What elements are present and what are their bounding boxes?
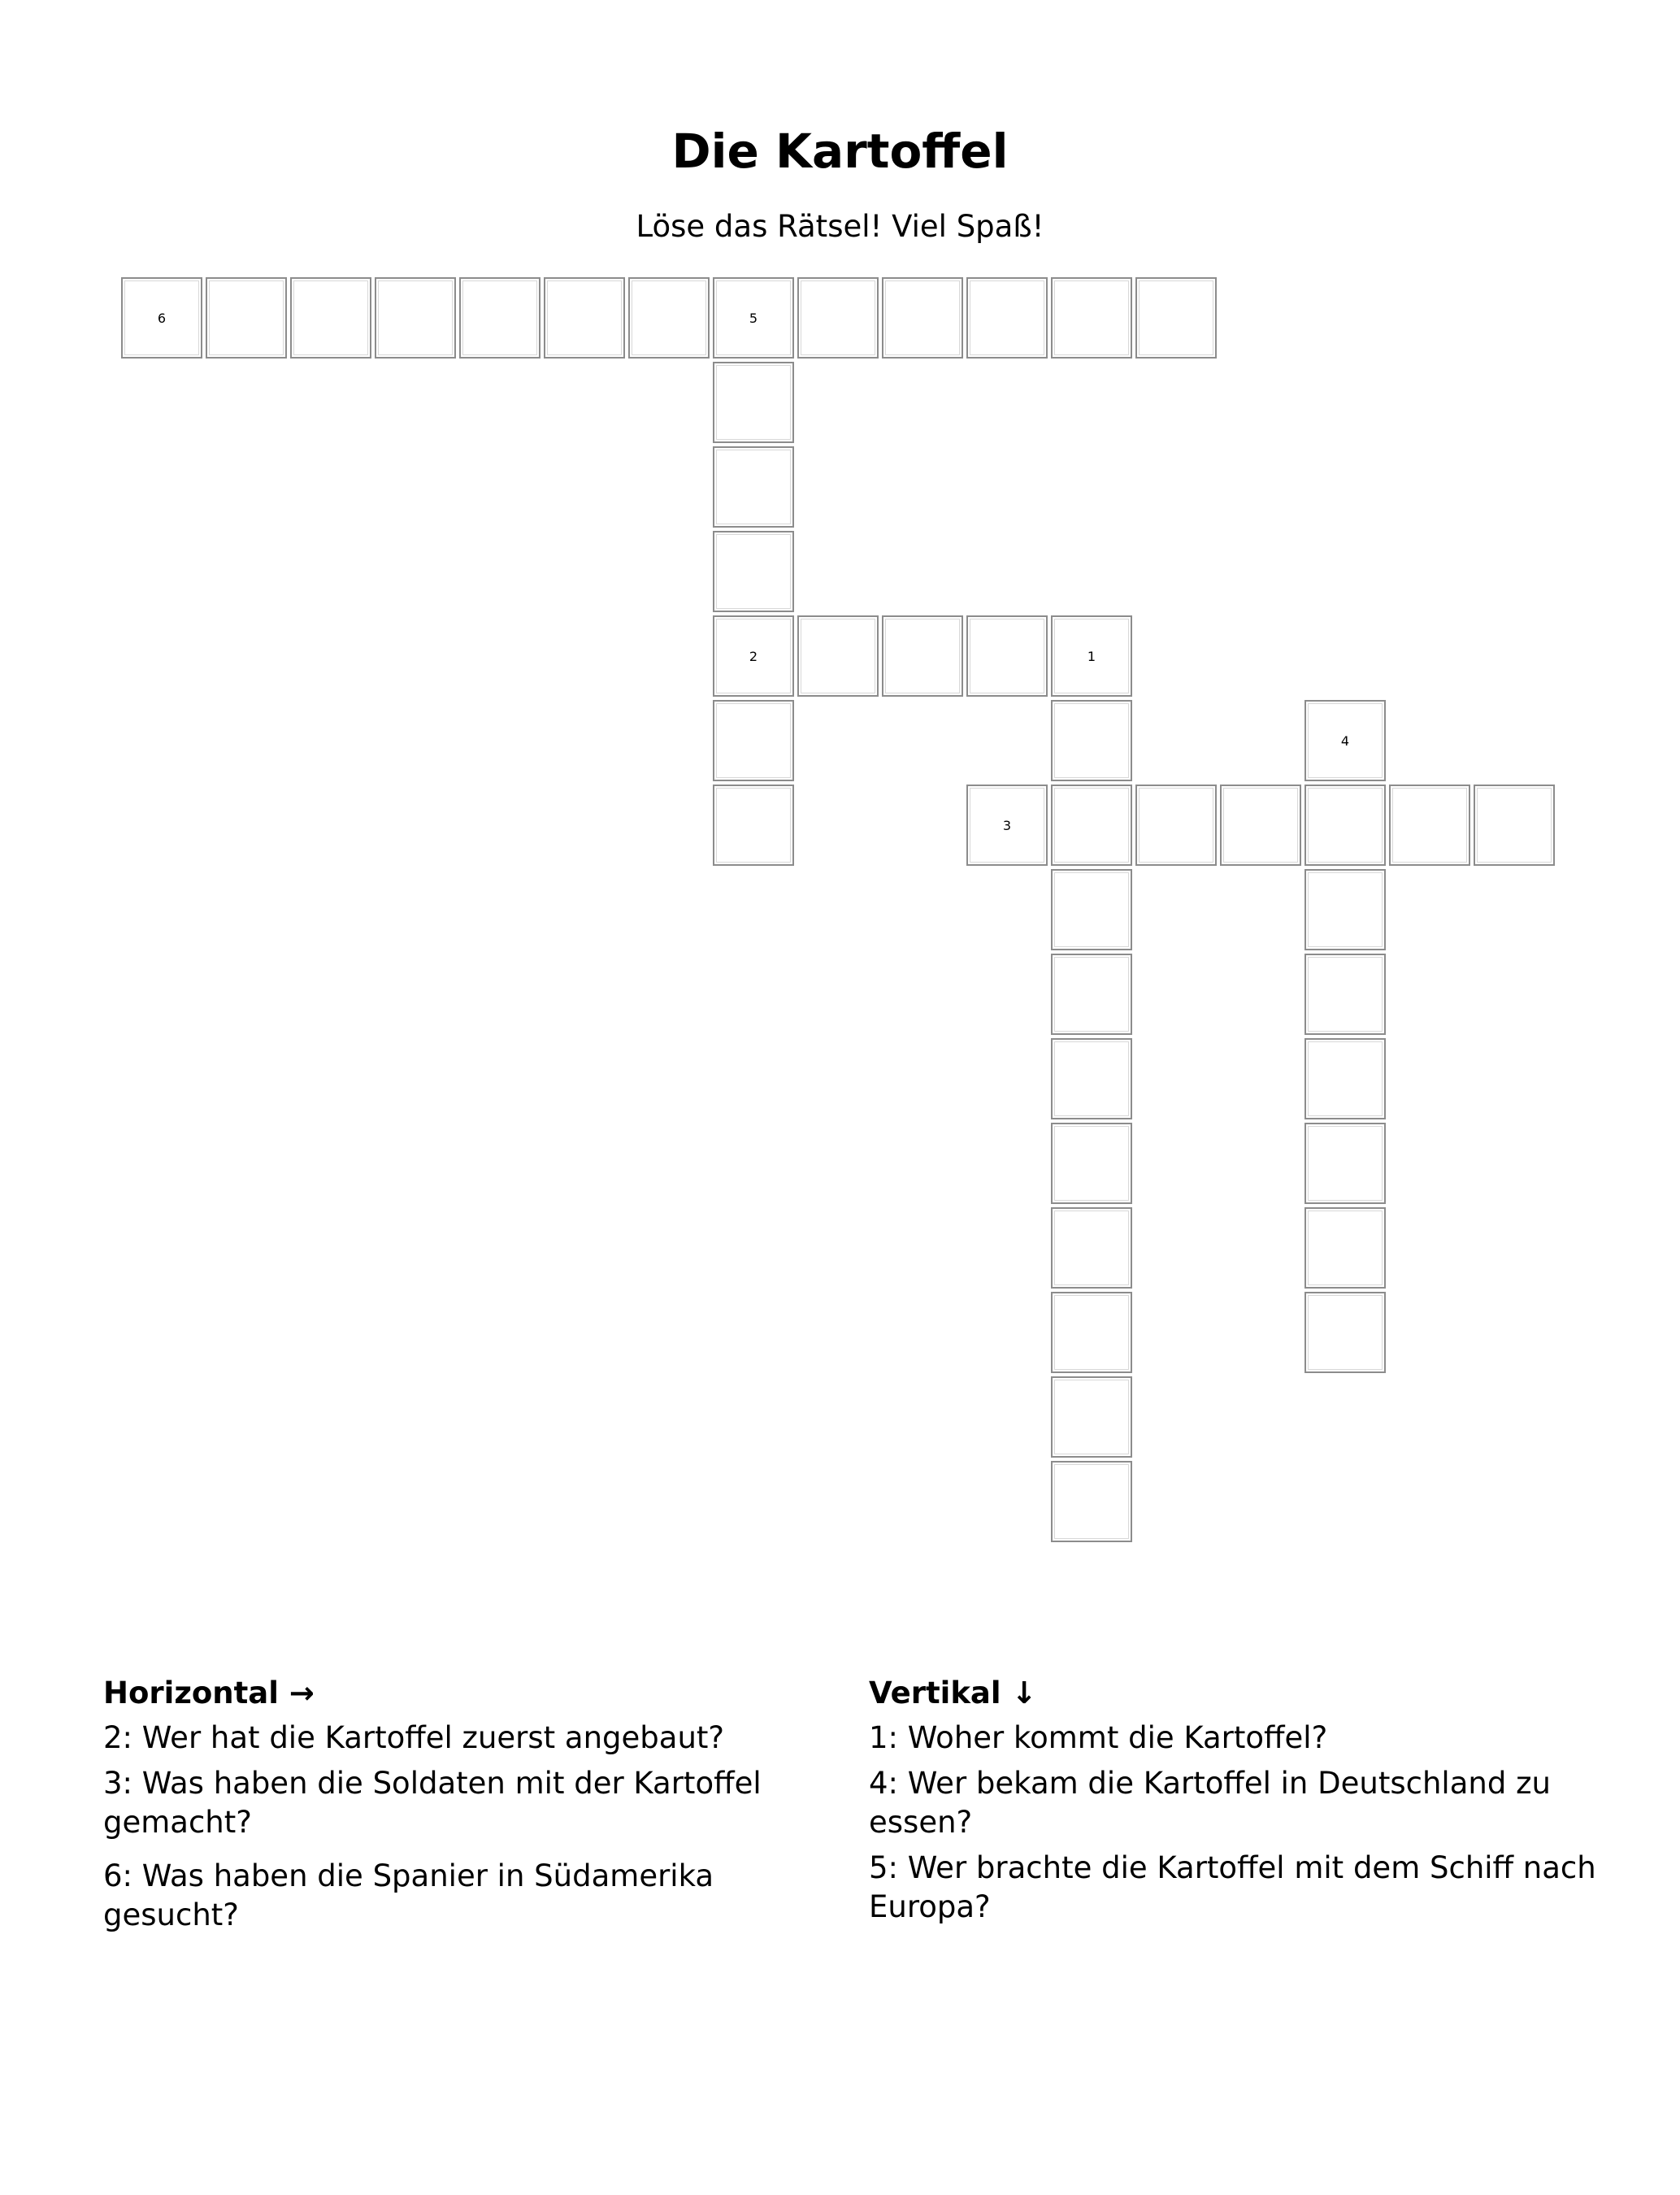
crossword-cell[interactable] — [1051, 869, 1132, 950]
across-heading: Horizontal → — [103, 1676, 315, 1710]
across-clues — [103, 1673, 835, 1941]
crossword-cell[interactable] — [206, 277, 287, 359]
crossword-cell[interactable] — [797, 277, 879, 359]
crossword-cell[interactable] — [797, 615, 879, 697]
down-clues — [869, 1673, 1600, 1933]
across-clue-2: 2: Wer hat die Kartoffel zuerst angebaut? — [103, 1720, 725, 1755]
crossword-cell[interactable] — [1135, 277, 1217, 359]
crossword-cell[interactable] — [1051, 1038, 1132, 1119]
clue-number-4: 4 — [1340, 732, 1350, 749]
crossword-cell[interactable] — [713, 362, 794, 443]
down-clue-4: 4: Wer bekam die Kartoffel in Deutschland zu essen? — [869, 1766, 1551, 1840]
crossword-cell[interactable] — [713, 785, 794, 866]
crossword-cell[interactable] — [121, 277, 202, 359]
crossword-cell[interactable] — [1051, 1207, 1132, 1289]
clue-number-2: 2 — [749, 648, 758, 664]
page-title: Die Kartoffel — [671, 124, 1009, 179]
down-clue-1: 1: Woher kommt die Kartoffel? — [869, 1720, 1328, 1755]
page-subtitle: Löse das Rätsel! Viel Spaß! — [636, 209, 1044, 244]
crossword-cell[interactable] — [1051, 785, 1132, 866]
clue-number-6: 6 — [157, 310, 167, 326]
crossword-cell[interactable] — [713, 531, 794, 612]
crossword-cell[interactable] — [459, 277, 540, 359]
crossword-cell[interactable] — [882, 277, 963, 359]
crossword-cell[interactable] — [1051, 277, 1132, 359]
crossword-cell[interactable] — [1304, 1123, 1386, 1204]
crossword-cell[interactable] — [1304, 785, 1386, 866]
crossword-cell[interactable] — [713, 615, 794, 697]
crossword-cell[interactable] — [1304, 1038, 1386, 1119]
crossword-cell[interactable] — [1389, 785, 1470, 866]
crossword-cell[interactable] — [375, 277, 456, 359]
across-clue-6: 6: Was haben die Spanier in Südamerika gesucht? — [103, 1858, 714, 1932]
crossword-cell[interactable] — [1220, 785, 1301, 866]
crossword-cell[interactable] — [966, 277, 1048, 359]
crossword-cell[interactable] — [1304, 1207, 1386, 1289]
crossword-cell[interactable] — [544, 277, 625, 359]
crossword-cell[interactable] — [1474, 785, 1555, 866]
crossword-cell[interactable] — [1051, 1123, 1132, 1204]
crossword-cell[interactable] — [713, 700, 794, 781]
down-heading: Vertikal ↓ — [869, 1676, 1037, 1710]
crossword-cell[interactable] — [1304, 1292, 1386, 1373]
crossword-cell[interactable] — [1051, 1376, 1132, 1458]
crossword-cell[interactable] — [290, 277, 371, 359]
crossword-cell[interactable] — [1051, 700, 1132, 781]
crossword-cell[interactable] — [1304, 700, 1386, 781]
crossword-cell[interactable] — [966, 615, 1048, 697]
crossword-cell[interactable] — [1304, 954, 1386, 1035]
crossword-cell[interactable] — [1051, 954, 1132, 1035]
clue-number-5: 5 — [749, 310, 758, 326]
crossword-cell[interactable] — [1051, 1292, 1132, 1373]
crossword-cell[interactable] — [628, 277, 710, 359]
crossword-cell[interactable] — [713, 446, 794, 528]
clue-number-1: 1 — [1087, 648, 1096, 664]
crossword-cell[interactable] — [1135, 785, 1217, 866]
crossword-cell[interactable] — [1051, 615, 1132, 697]
crossword-cell[interactable] — [966, 785, 1048, 866]
crossword-cell[interactable] — [1051, 1461, 1132, 1542]
clue-number-3: 3 — [1002, 817, 1012, 833]
crossword-cell[interactable] — [1304, 869, 1386, 950]
down-clue-5: 5: Wer brachte die Kartoffel mit dem Schiff nach Europa? — [869, 1850, 1596, 1924]
across-clue-3: 3: Was haben die Soldaten mit der Kartoffel gemacht? — [103, 1766, 762, 1840]
crossword-cell[interactable] — [713, 277, 794, 359]
crossword-cell[interactable] — [882, 615, 963, 697]
